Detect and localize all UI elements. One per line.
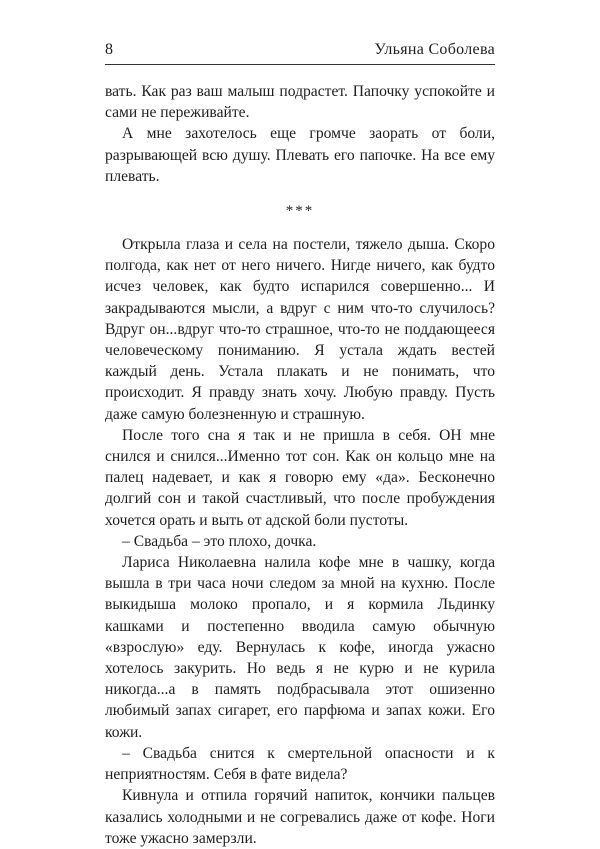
paragraph: А мне захотелось еще громче заорать от боли, разрывающей всю душу. Плевать его папочке. На все ему плевать.	[105, 125, 495, 185]
paragraph: Лариса Николаевна налила кофе мне в чашку, когда вышла в три часа ночи следом за мной на кухню. После выкидыша молоко пропало, и я кормила Льдинку кашками и постепенно вводила самую обычную «взрослую» еду. Вернулась к кофе, иногда ужасно хотелось закурить. Но ведь я не курю и не курила никогда...а в память подбрасывала этот ошизенно любимый запах сигарет, его парфюма и запах кожи. Его кожи.	[105, 554, 495, 741]
section-break: ***	[285, 203, 315, 220]
paragraph: – Свадьба – это плохо, дочка.	[122, 532, 317, 550]
paragraph: Открыла глаза и села на постели, тяжело дыша. Скоро полгода, как нет от него ничего. Нигде ничего, как будто исчез человек, как будто испарился совершенно... И закрадываются мысли, а вдруг с ним что-то случилось? Вдруг он...вдруг что-то страшное, что-то не поддающееся человеческому пониманию. Я устала ждать вестей каждый день. Устала плакать и не понимать, что происходит. Я правду знать хочу. Любую правду. Пусть даже самую болезненную и страшную.	[105, 236, 495, 423]
paragraph: Кивнула и отпила горячий напиток, кончики пальцев казались холодными и не согревались даже от кофе. Ноги тоже ужасно замерзли.	[105, 787, 495, 847]
page-header	[105, 40, 495, 65]
paragraph: После того сна я так и не пришла в себя. ОН мне снился и снился...Именно тот сон. Как он кольцо мне на палец надевает, и как я говорю ему «да». Бесконечно долгий сон и такой счастливый, что после пробуждения хочется орать и выть от адской боли пустоты.	[105, 426, 495, 529]
body-text	[105, 81, 495, 849]
page-number: 8	[105, 41, 113, 58]
paragraph: – Свадьба снится к смертельной опасности и к неприятностям. Себя в фате видела?	[105, 744, 495, 784]
running-title: Ульяна Соболева	[374, 41, 495, 58]
paragraph: вать. Как раз ваш малыш подрастет. Папочку успокойте и сами не переживайте.	[105, 83, 495, 122]
